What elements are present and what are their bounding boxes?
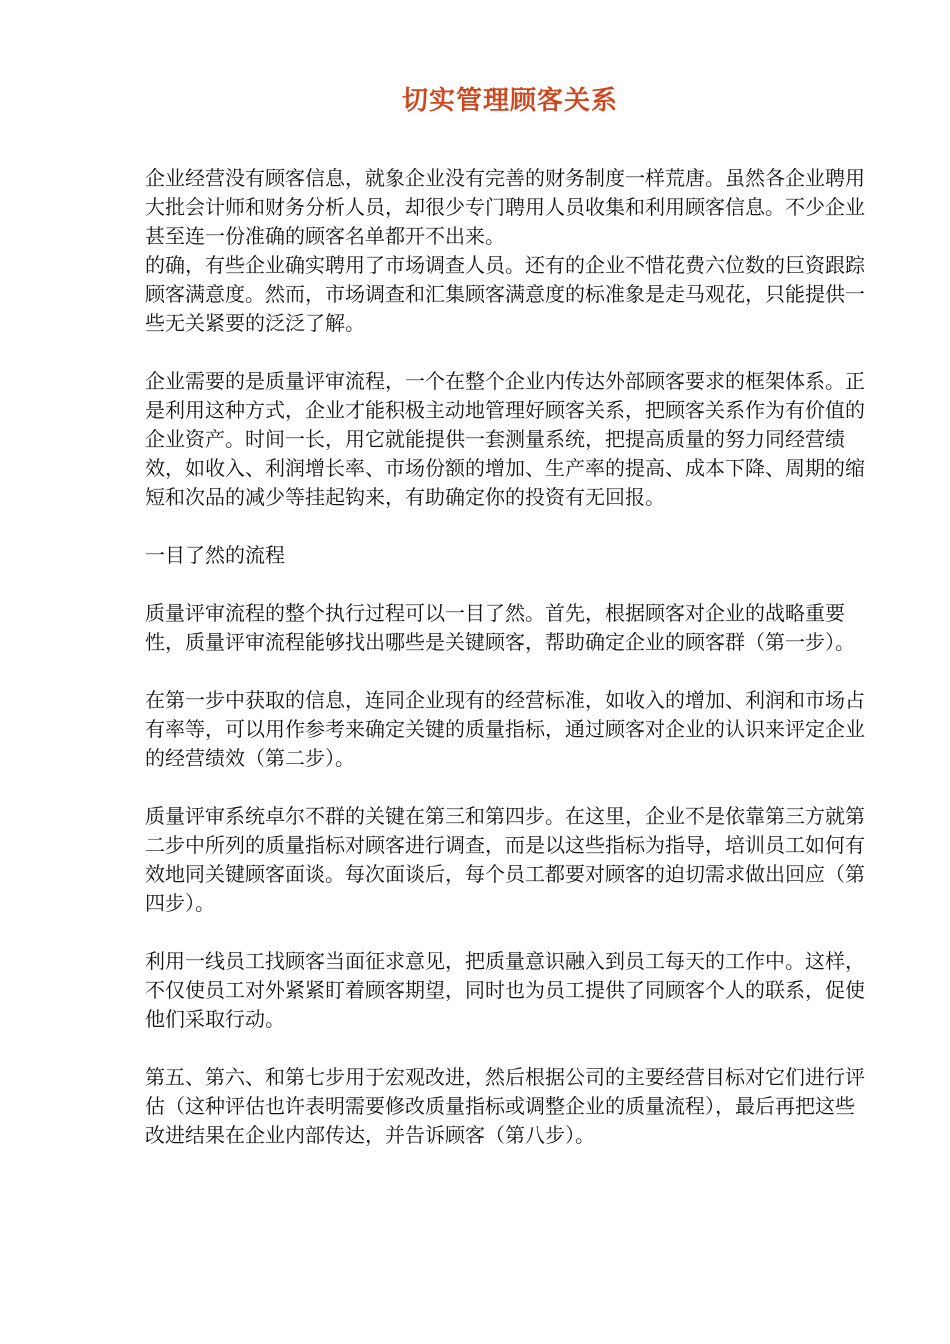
paragraph-2: 的确，有些企业确实聘用了市场调查人员。还有的企业不惜花费六位数的巨资跟踪顾客满意度。然而，市场调查和汇集顾客满意度的标准象是走马观花，只能提供一些无关紧要的泛泛了解。	[145, 253, 865, 335]
document-body	[145, 164, 869, 1179]
paragraph-5: 在第一步中获取的信息，连同企业现有的经营标准，如收入的增加、利润和市场占有率等，可以用作参考来确定关键的质量指标，通过顾客对企业的认识来评定企业的经营绩效（第二步）。	[145, 688, 865, 770]
document-title: 切实管理顾客关系	[401, 86, 618, 116]
section-heading: 一目了然的流程	[145, 543, 285, 567]
paragraph-3: 企业需要的是质量评审流程，一个在整个企业内传达外部顾客要求的框架体系。正是利用这种方式，企业才能积极主动地管理好顾客关系，把顾客关系作为有价值的企业资产。时间一长，用它就能提供一套测量系统，把提高质量的努力同经营绩效，如收入、利润增长率、市场份额的增加、生产率的提高、成本下降、周期的缩短和次品的减少等挂起钩来，有助确定你的投资有无回报。	[145, 369, 865, 509]
paragraph-4: 质量评审流程的整个执行过程可以一目了然。首先，根据顾客对企业的战略重要性，质量评审流程能够找出哪些是关键顾客，帮助确定企业的顾客群（第一步）。	[145, 601, 855, 654]
paragraph-8: 第五、第六、和第七步用于宏观改进，然后根据公司的主要经营目标对它们进行评估（这种评估也许表明需要修改质量指标或调整企业的质量流程），最后再把这些改进结果在企业内部传达，并告诉顾客（第八步）。	[145, 1065, 865, 1147]
paragraph-1: 企业经营没有顾客信息，就象企业没有完善的财务制度一样荒唐。虽然各企业聘用大批会计师和财务分析人员，却很少专门聘用人员收集和利用顾客信息。不少企业甚至连一份准确的顾客名单都开不出来。	[145, 166, 865, 248]
paragraph-7: 利用一线员工找顾客当面征求意见，把质量意识融入到员工每天的工作中。这样，不仅使员工对外紧紧盯着顾客期望，同时也为员工提供了同顾客个人的联系，促使他们采取行动。	[145, 949, 865, 1031]
paragraph-6: 质量评审系统卓尔不群的关键在第三和第四步。在这里，企业不是依靠第三方就第二步中所列的质量指标对顾客进行调查，而是以这些指标为指导，培训员工如何有效地同关键顾客面谈。每次面谈后，每个员工都要对顾客的迫切需求做出回应（第四步）。	[145, 804, 865, 915]
